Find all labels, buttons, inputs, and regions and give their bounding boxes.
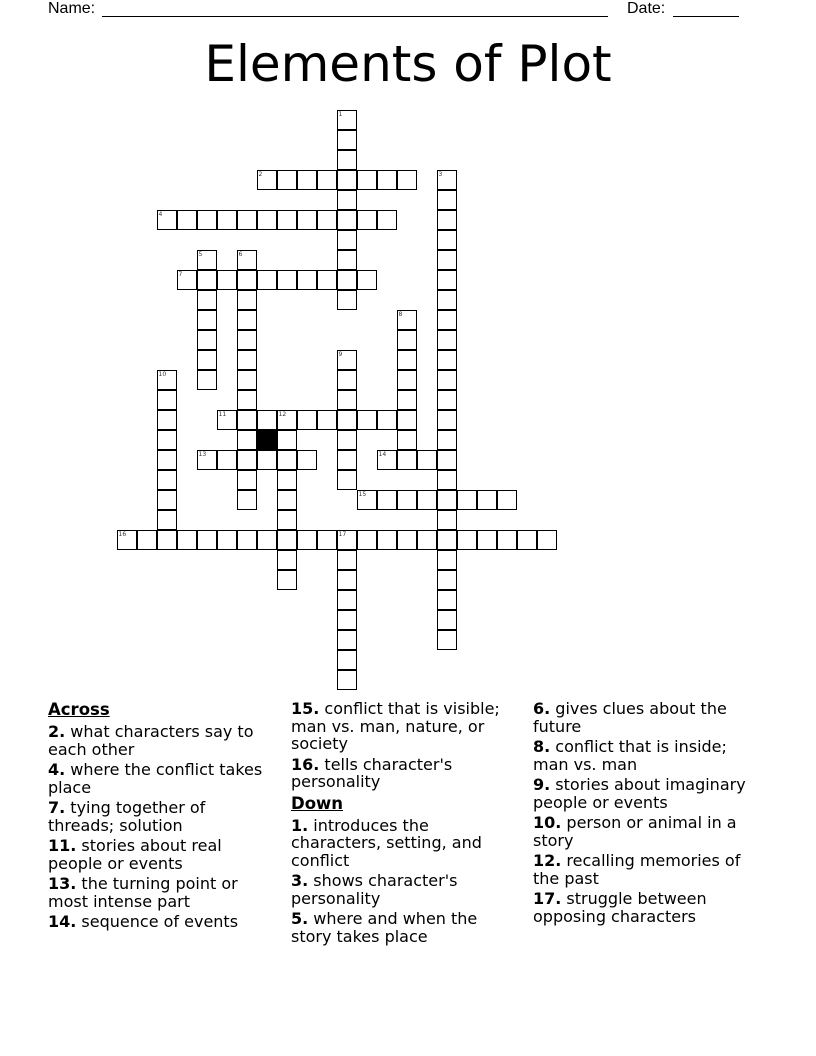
grid-cell[interactable]: [237, 530, 257, 550]
clue-number: 12.: [533, 851, 562, 870]
grid-cell[interactable]: [157, 510, 177, 530]
clue-number-label: 5: [198, 250, 203, 258]
clue-number: 6.: [533, 699, 551, 718]
clue-number-label: 17: [338, 530, 347, 538]
clue-number: 14.: [48, 912, 77, 931]
clue-down: [533, 814, 761, 849]
grid-cell[interactable]: [157, 490, 177, 510]
clue-number: 4.: [48, 760, 66, 779]
grid-cell[interactable]: [437, 550, 457, 570]
grid-cell[interactable]: [437, 310, 457, 330]
clue-number: 10.: [533, 813, 562, 832]
clue-number-label: 2: [258, 170, 263, 178]
grid-cell[interactable]: [337, 430, 357, 450]
clue-text: gives clues about the future: [533, 699, 727, 736]
grid-cell[interactable]: [337, 130, 357, 150]
clue-number-label: 4: [158, 210, 163, 218]
grid-cell[interactable]: [177, 270, 197, 290]
grid-cell[interactable]: [317, 530, 337, 550]
grid-cell[interactable]: [277, 450, 297, 470]
clue-number: 8.: [533, 737, 551, 756]
grid-cell[interactable]: [437, 490, 457, 510]
grid-cell[interactable]: [197, 330, 217, 350]
clue-number: 1.: [291, 815, 309, 835]
grid-cell[interactable]: [477, 490, 497, 510]
clue-text: sequence of events: [76, 912, 239, 931]
down-heading: Down: [291, 793, 344, 813]
grid-cell[interactable]: [177, 210, 197, 230]
grid-cell[interactable]: [437, 570, 457, 590]
grid-cell[interactable]: [437, 330, 457, 350]
grid-cell[interactable]: [437, 370, 457, 390]
grid-cell[interactable]: [397, 170, 417, 190]
grid-cell[interactable]: [337, 150, 357, 170]
clue-text: shows character's personality: [291, 871, 458, 908]
grid-cell[interactable]: [457, 490, 477, 510]
grid-cell[interactable]: [437, 430, 457, 450]
grid-cell[interactable]: [437, 390, 457, 410]
grid-cell[interactable]: [337, 530, 357, 550]
grid-cell[interactable]: [257, 270, 277, 290]
clue-across: [48, 875, 276, 910]
grid-cell[interactable]: [257, 170, 277, 190]
grid-cell[interactable]: [297, 210, 317, 230]
grid-cell[interactable]: [337, 650, 357, 670]
clue-down: [533, 776, 761, 811]
grid-cell[interactable]: [217, 210, 237, 230]
grid-cell[interactable]: [157, 450, 177, 470]
black-cell: [257, 430, 277, 450]
grid-cell[interactable]: [397, 310, 417, 330]
grid-cell[interactable]: [397, 350, 417, 370]
grid-cell[interactable]: [197, 210, 217, 230]
grid-cell[interactable]: [397, 430, 417, 450]
grid-cell[interactable]: [337, 450, 357, 470]
grid-cell[interactable]: [277, 490, 297, 510]
grid-cell[interactable]: [177, 530, 197, 550]
clue-across: [48, 723, 276, 758]
clue-number: 16.: [291, 754, 320, 774]
grid-cell[interactable]: [377, 490, 397, 510]
grid-cell[interactable]: [437, 270, 457, 290]
grid-cell[interactable]: [437, 510, 457, 530]
grid-cell[interactable]: [197, 270, 217, 290]
clue-across: [48, 761, 276, 796]
clue-number-label: 12: [278, 410, 287, 418]
grid-cell[interactable]: [417, 530, 437, 550]
grid-cell[interactable]: [437, 350, 457, 370]
clue-across: [48, 837, 276, 872]
grid-cell[interactable]: [397, 410, 417, 430]
clue-text: recalling memories of the past: [533, 851, 741, 888]
grid-cell[interactable]: [277, 470, 297, 490]
clue-text: tying together of threads; solution: [48, 798, 206, 835]
grid-cell[interactable]: [337, 210, 357, 230]
clue-number: 5.: [291, 909, 309, 928]
grid-cell[interactable]: [337, 630, 357, 650]
grid-cell[interactable]: [157, 430, 177, 450]
clue-text: tells character's personality: [291, 754, 453, 791]
clue-number-label: 11: [218, 410, 227, 418]
grid-cell[interactable]: [217, 410, 237, 430]
clues-column-3: [533, 700, 761, 928]
clue-number: 7.: [48, 798, 66, 817]
clue-text: where and when the story takes place: [291, 909, 478, 946]
grid-cell[interactable]: [257, 450, 277, 470]
grid-cell[interactable]: [337, 170, 357, 190]
clue-text: where the conflict takes place: [48, 760, 263, 797]
grid-cell[interactable]: [237, 370, 257, 390]
grid-cell[interactable]: [337, 610, 357, 630]
grid-cell[interactable]: [497, 490, 517, 510]
grid-cell[interactable]: [357, 410, 377, 430]
grid-cell[interactable]: [357, 490, 377, 510]
grid-cell[interactable]: [277, 530, 297, 550]
grid-cell[interactable]: [197, 350, 217, 370]
clue-number-label: 10: [158, 370, 167, 378]
grid-cell[interactable]: [237, 210, 257, 230]
clue-number: 13.: [48, 874, 77, 893]
grid-cell[interactable]: [197, 530, 217, 550]
grid-cell[interactable]: [237, 350, 257, 370]
grid-cell[interactable]: [157, 470, 177, 490]
grid-cell[interactable]: [397, 490, 417, 510]
grid-cell[interactable]: [437, 450, 457, 470]
grid-cell[interactable]: [277, 550, 297, 570]
clue-text: person or animal in a story: [533, 813, 737, 850]
grid-cell[interactable]: [337, 230, 357, 250]
grid-cell[interactable]: [277, 430, 297, 450]
clue-text: conflict that is visible; man vs. man, nature, or society: [291, 699, 500, 753]
clue-down: [533, 890, 761, 925]
grid-cell[interactable]: [197, 290, 217, 310]
clue-text: struggle between opposing characters: [533, 889, 707, 926]
grid-cell[interactable]: [157, 390, 177, 410]
clue-number-label: 14: [378, 450, 387, 458]
grid-cell[interactable]: [337, 670, 357, 690]
grid-cell[interactable]: [217, 270, 237, 290]
grid-cell[interactable]: [337, 270, 357, 290]
grid-cell[interactable]: [377, 170, 397, 190]
page-title: Elements of Plot: [204, 35, 612, 93]
clue-number: 15.: [291, 699, 320, 718]
grid-cell[interactable]: [437, 590, 457, 610]
grid-cell[interactable]: [357, 530, 377, 550]
grid-cell[interactable]: [277, 170, 297, 190]
grid-cell[interactable]: [337, 570, 357, 590]
grid-cell[interactable]: [137, 530, 157, 550]
grid-cell[interactable]: [317, 210, 337, 230]
grid-cell[interactable]: [377, 450, 397, 470]
clue-down: [291, 910, 519, 945]
grid-cell[interactable]: [517, 530, 537, 550]
grid-cell[interactable]: [337, 590, 357, 610]
clue-down: [533, 738, 761, 773]
grid-cell[interactable]: [277, 410, 297, 430]
name-label: Name:: [48, 0, 96, 17]
grid-cell[interactable]: [337, 350, 357, 370]
clue-number-label: 3: [438, 170, 443, 178]
grid-cell[interactable]: [297, 170, 317, 190]
grid-cell[interactable]: [197, 450, 217, 470]
grid-cell[interactable]: [237, 290, 257, 310]
grid-cell[interactable]: [437, 290, 457, 310]
grid-cell[interactable]: [397, 390, 417, 410]
grid-cell[interactable]: [437, 190, 457, 210]
clue-number: 2.: [48, 722, 66, 741]
grid-cell[interactable]: [157, 210, 177, 230]
grid-cell[interactable]: [437, 210, 457, 230]
grid-cell[interactable]: [277, 210, 297, 230]
grid-cell[interactable]: [257, 210, 277, 230]
grid-cell[interactable]: [497, 530, 517, 550]
clue-text: stories about imaginary people or events: [533, 775, 746, 812]
clue-text: conflict that is inside; man vs. man: [533, 737, 727, 774]
clue-across: [48, 913, 276, 931]
clue-text: what characters say to each other: [48, 722, 254, 759]
grid-cell[interactable]: [437, 530, 457, 550]
grid-cell[interactable]: [237, 410, 257, 430]
grid-cell[interactable]: [257, 530, 277, 550]
grid-cell[interactable]: [337, 550, 357, 570]
grid-cell[interactable]: [237, 390, 257, 410]
clue-number-label: 13: [198, 450, 207, 458]
grid-cell[interactable]: [297, 530, 317, 550]
grid-cell[interactable]: [437, 230, 457, 250]
grid-cell[interactable]: [397, 530, 417, 550]
across-heading: Across: [48, 700, 110, 719]
grid-cell[interactable]: [277, 270, 297, 290]
grid-cell[interactable]: [377, 530, 397, 550]
grid-cell[interactable]: [217, 530, 237, 550]
grid-cell[interactable]: [437, 170, 457, 190]
clue-across: [291, 756, 519, 791]
grid-cell[interactable]: [157, 370, 177, 390]
grid-cell[interactable]: [437, 610, 457, 630]
grid-cell[interactable]: [337, 470, 357, 490]
grid-cell[interactable]: [417, 490, 437, 510]
grid-cell[interactable]: [377, 210, 397, 230]
clue-down: [291, 817, 519, 870]
grid-cell[interactable]: [257, 410, 277, 430]
grid-cell[interactable]: [437, 250, 457, 270]
grid-cell[interactable]: [317, 270, 337, 290]
grid-cell[interactable]: [357, 170, 377, 190]
grid-cell[interactable]: [317, 170, 337, 190]
grid-cell[interactable]: [397, 330, 417, 350]
grid-cell[interactable]: [437, 470, 457, 490]
grid-cell[interactable]: [457, 530, 477, 550]
grid-cell[interactable]: [297, 270, 317, 290]
grid-cell[interactable]: [217, 450, 237, 470]
grid-cell[interactable]: [277, 510, 297, 530]
grid-cell[interactable]: [237, 430, 257, 450]
grid-cell[interactable]: [337, 190, 357, 210]
grid-cell[interactable]: [477, 530, 497, 550]
clue-number: 11.: [48, 836, 77, 855]
grid-cell[interactable]: [237, 330, 257, 350]
clue-down: [533, 700, 761, 735]
grid-cell[interactable]: [437, 410, 457, 430]
grid-cell[interactable]: [337, 410, 357, 430]
clue-down: [291, 872, 519, 907]
clue-number-label: 15: [358, 490, 367, 498]
grid-cell[interactable]: [237, 310, 257, 330]
grid-cell[interactable]: [397, 450, 417, 470]
grid-cell[interactable]: [157, 410, 177, 430]
clue-text: the turning point or most intense part: [48, 874, 238, 911]
grid-cell[interactable]: [297, 450, 317, 470]
grid-cell[interactable]: [237, 250, 257, 270]
grid-cell[interactable]: [237, 270, 257, 290]
grid-cell[interactable]: [337, 290, 357, 310]
clue-number: 17.: [533, 889, 562, 908]
grid-cell[interactable]: [237, 450, 257, 470]
clue-across: [48, 799, 276, 834]
clue-down: [533, 852, 761, 887]
clue-across: [291, 700, 519, 753]
clue-number-label: 7: [178, 270, 183, 278]
grid-cell[interactable]: [297, 410, 317, 430]
grid-cell[interactable]: [377, 410, 397, 430]
clue-number-label: 1: [338, 110, 343, 118]
grid-cell[interactable]: [197, 370, 217, 390]
grid-cell[interactable]: [437, 630, 457, 650]
clues-column-1: [48, 700, 276, 934]
clues-column-2: [291, 700, 519, 948]
grid-cell[interactable]: [537, 530, 557, 550]
grid-cell[interactable]: [397, 370, 417, 390]
grid-cell[interactable]: [237, 490, 257, 510]
clue-number-label: 8: [398, 310, 403, 318]
clue-number-label: 9: [338, 350, 343, 358]
grid-cell[interactable]: [197, 250, 217, 270]
grid-cell[interactable]: [337, 390, 357, 410]
grid-cell[interactable]: [417, 450, 437, 470]
clue-number: 3.: [291, 871, 309, 890]
grid-cell[interactable]: [337, 370, 357, 390]
grid-cell[interactable]: [157, 530, 177, 550]
grid-cell[interactable]: [277, 570, 297, 590]
date-label: Date:: [627, 0, 666, 17]
grid-cell[interactable]: [357, 270, 377, 290]
clue-text: introduces the characters, setting, and conflict: [291, 815, 482, 870]
grid-cell[interactable]: [237, 470, 257, 490]
grid-cell[interactable]: [337, 110, 357, 130]
clue-number: 9.: [533, 775, 551, 794]
clue-text: stories about real people or events: [48, 836, 222, 873]
grid-cell[interactable]: [317, 410, 337, 430]
clue-number-label: 6: [238, 250, 243, 258]
grid-cell[interactable]: [337, 250, 357, 270]
grid-cell[interactable]: [357, 210, 377, 230]
grid-cell[interactable]: [117, 530, 137, 550]
grid-cell[interactable]: [197, 310, 217, 330]
clue-number-label: 16: [118, 530, 127, 538]
